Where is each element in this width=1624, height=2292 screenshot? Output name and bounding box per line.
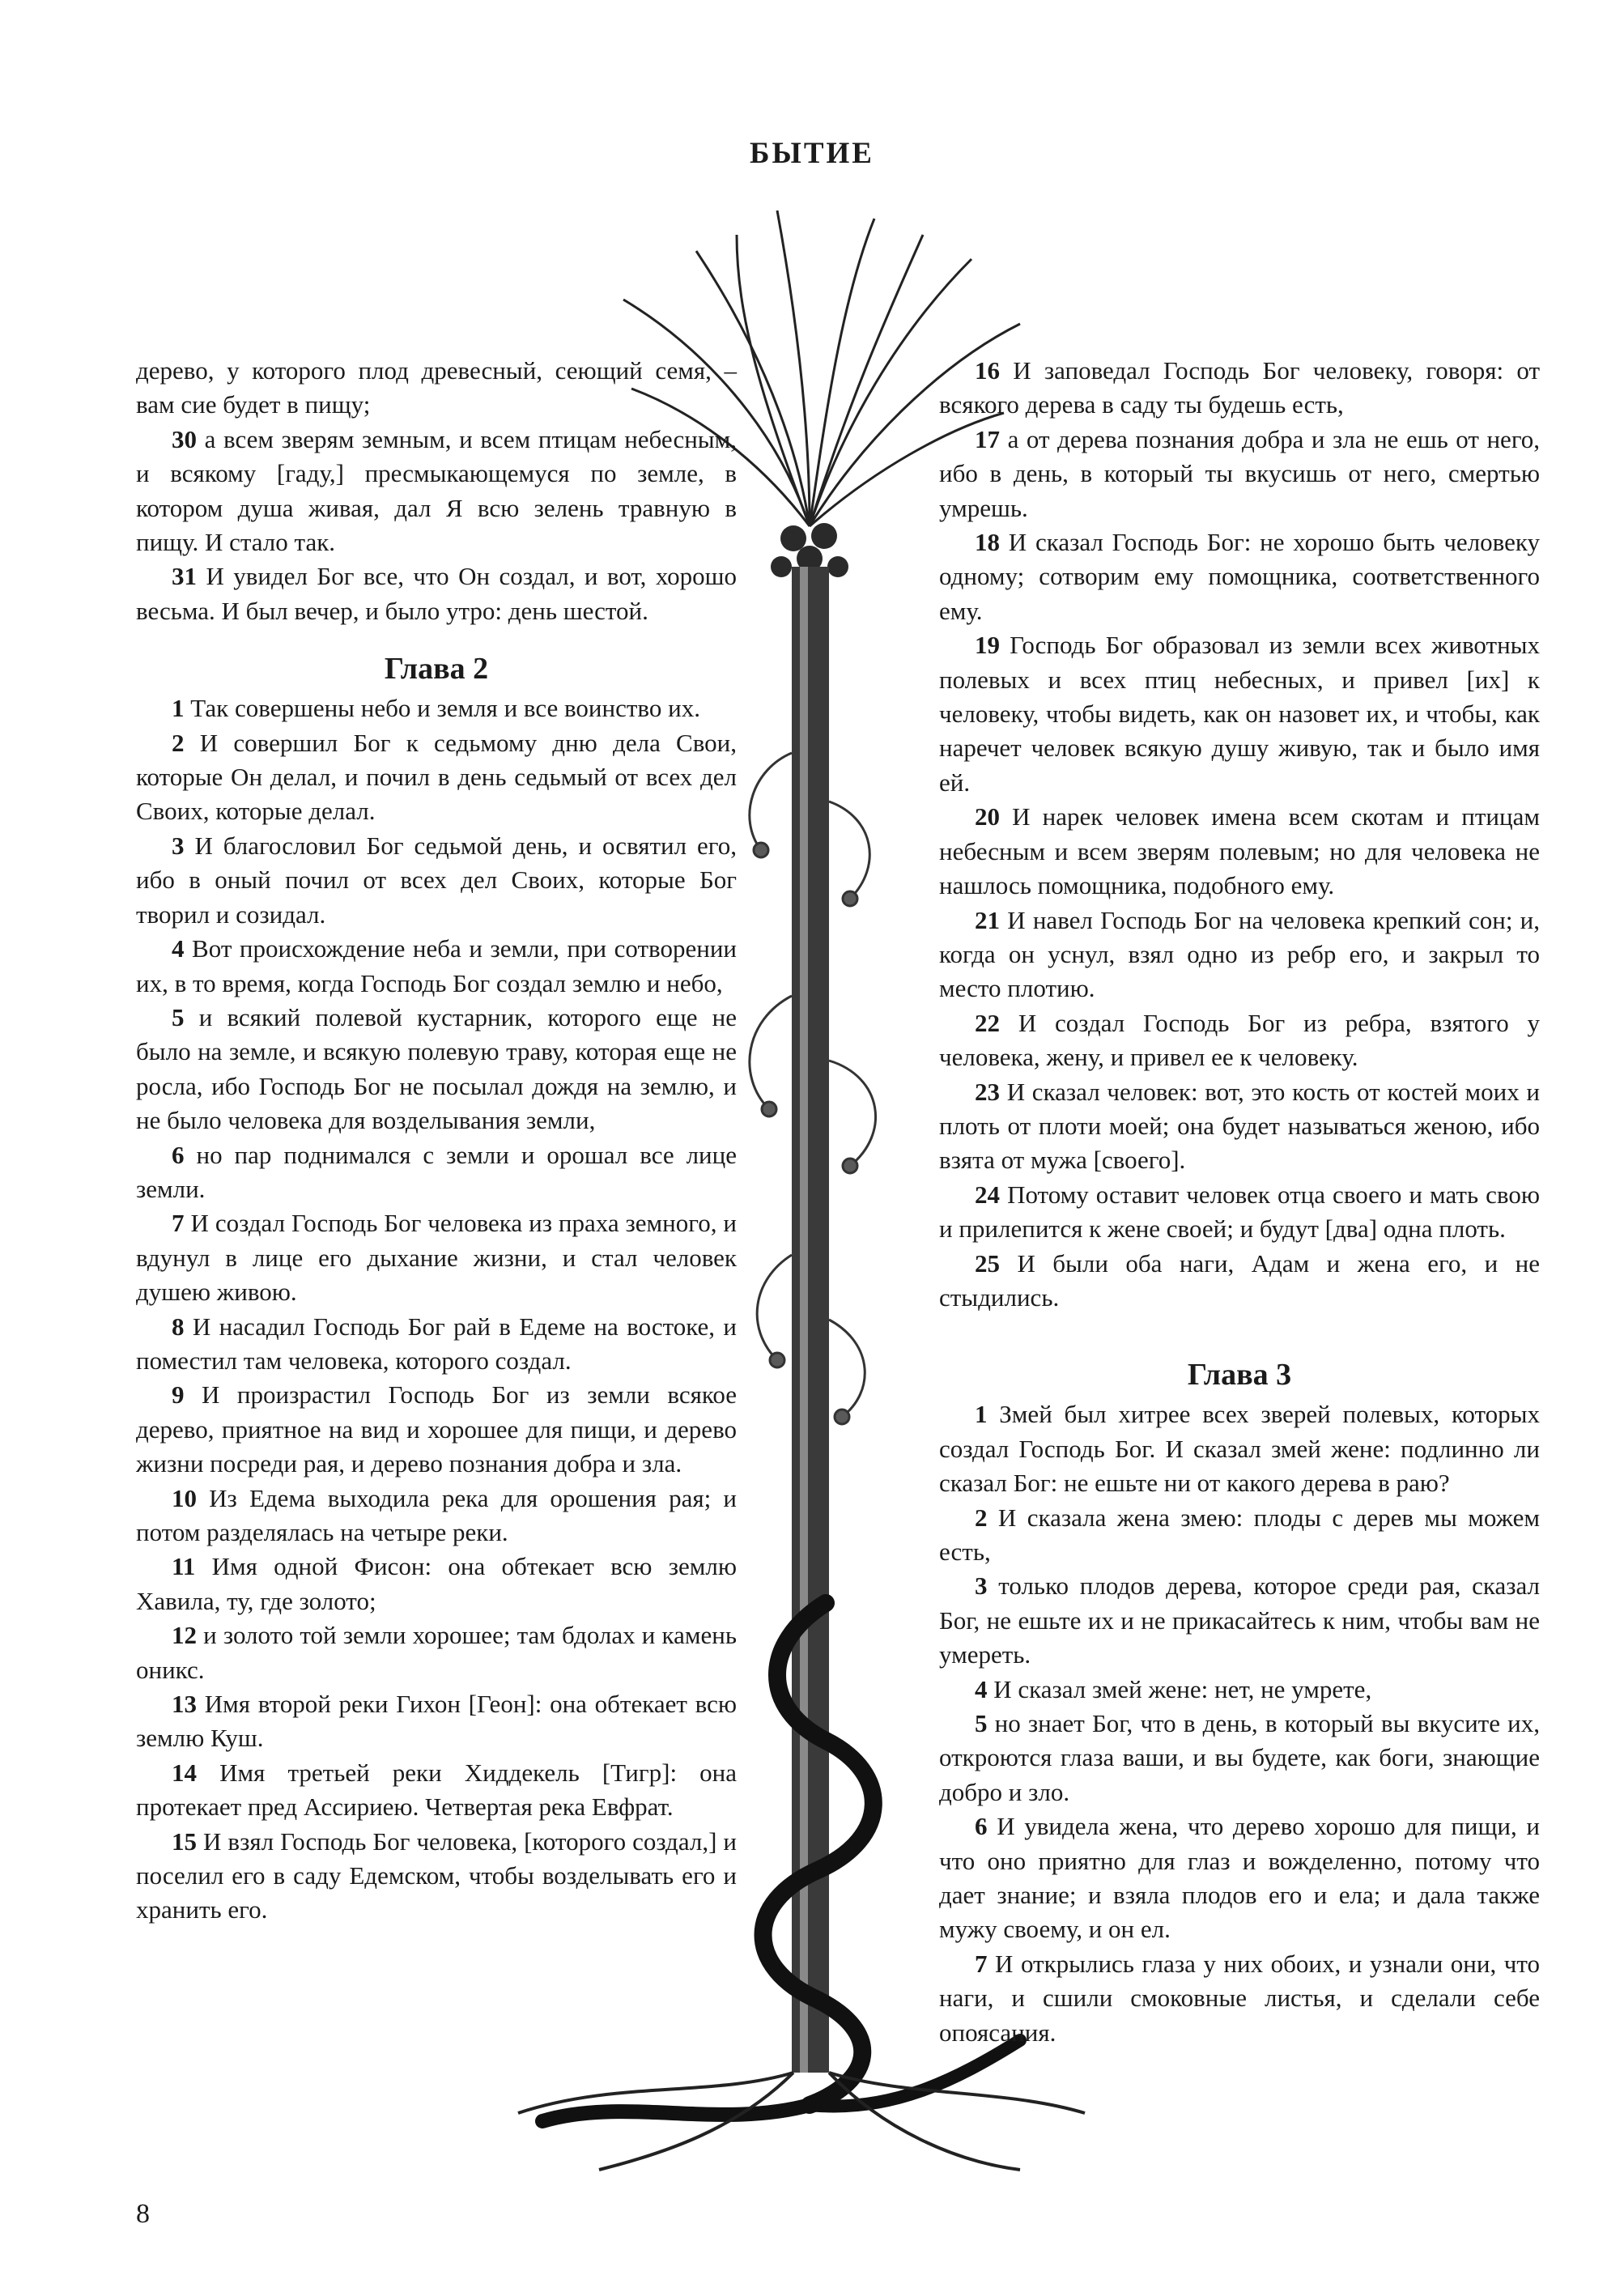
chapter-title: Глава 2	[384, 652, 489, 687]
verse-number: 18	[975, 528, 1000, 557]
verse-text: И совершил Бог к седьмому дню дела Свои, которые Он делал, и почил в день седьмый от всех дел Своих, которые делал.	[136, 728, 737, 826]
verse-number: 17	[975, 424, 1000, 453]
verse-text: Имя второй реки Гихон [Геон]: она обтекает всю землю Куш.	[136, 1690, 737, 1753]
verse-number: 10	[172, 1483, 197, 1512]
verse-text: И навел Господь Бог на человека крепкий сон; и, когда он уснул, взял одно из ребр его, и закрыл то место плотию.	[939, 905, 1540, 1003]
verse	[939, 1178, 1540, 1247]
verse	[136, 1206, 737, 1309]
verse-text: И открылись глаза у них обоих, и узнали они, что наги, и сшили смоковные листья, и сделали себе опоясания.	[939, 1949, 1540, 2047]
verse-text: И произрастил Господь Бог из земли всякое дерево, приятное на вид и хорошее для пищи, и дерево жизни посреди рая, и дерево познания добра и зла.	[136, 1380, 738, 1478]
verse	[939, 1247, 1540, 1316]
verse	[136, 726, 737, 829]
trunk-icon	[792, 567, 829, 2073]
verse-number: 3	[172, 831, 185, 860]
page-number: 8	[136, 2199, 150, 2229]
verse-text: И нарек человек имена всем скотам и птицам небесным и всем зверям полевым; но для человека не нашлось помощника, подобного ему.	[939, 802, 1540, 900]
verse	[136, 423, 737, 560]
verse-number: 2	[172, 728, 185, 757]
verse-number: 6	[172, 1140, 185, 1169]
verse-number: 2	[975, 1503, 988, 1532]
verse-text: но пар поднимался с земли и орошал все лице земли.	[136, 1140, 737, 1203]
verse	[136, 1618, 737, 1687]
left-column	[136, 354, 737, 1928]
chapter-title: Глава 3	[1187, 1358, 1292, 1393]
verse-text: И увидел Бог все, что Он создал, и вот, хорошо весьма. И был вечер, и было утро: день шестой.	[136, 562, 738, 625]
verse	[939, 1397, 1540, 1500]
verse-text: И сказала жена змею: плоды с дерев мы можем есть,	[939, 1503, 1540, 1566]
verse	[939, 1501, 1540, 1570]
right-column	[939, 354, 1540, 2050]
verse-number: 16	[975, 356, 1000, 385]
verse-number: 4	[975, 1674, 988, 1703]
verse-text: И насадил Господь Бог рай в Едеме на востоке, и поместил там человека, которого создал.	[136, 1312, 738, 1375]
roots-icon	[518, 2073, 1085, 2170]
verse-number: 1	[172, 694, 185, 723]
verse-number: 5	[975, 1709, 988, 1738]
verse-number: 7	[975, 1949, 988, 1978]
continuation-text: дерево, у которого плод древесный, сеющий семя, – вам сие будет в пищу;	[136, 356, 737, 419]
verse-text: И заповедал Господь Бог человеку, говоря: от всякого дерева в саду ты будешь есть,	[939, 356, 1541, 419]
verse	[939, 1947, 1540, 2050]
verse-text: но знает Бог, что в день, в который вы вкусите их, откроются глаза ваши, и вы будете, как боги, знающие добро и зло.	[939, 1709, 1540, 1806]
running-head: БЫТИЕ	[750, 137, 874, 170]
verse	[939, 525, 1540, 628]
verse-text: И были оба наги, Адам и жена его, и не стыдились.	[939, 1248, 1540, 1312]
verse	[136, 691, 737, 725]
verse	[939, 628, 1540, 800]
verse-number: 20	[975, 802, 1000, 831]
verse	[136, 1687, 737, 1756]
verse-number: 21	[975, 905, 1000, 934]
verse-text: Из Едема выходила река для орошения рая; и потом разделялась на четыре реки.	[136, 1483, 737, 1546]
verse	[939, 1006, 1540, 1075]
verse-text: И взял Господь Бог человека, [которого создал,] и поселил его в саду Едемском, чтобы возделывать его и хранить его.	[136, 1826, 738, 1924]
verse-text: Имя одной Фисон: она обтекает всю землю Хавила, ту, где золото;	[136, 1552, 738, 1615]
verse-number: 8	[172, 1312, 185, 1341]
verse-number: 6	[975, 1812, 988, 1841]
verse-text: И увидела жена, что дерево хорошо для пищи, и что оно приятно для глаз и вожделенно, потому что дает знание; и взяла плодов его и ела; и дала также мужу своему, и он ел.	[939, 1812, 1540, 1944]
verse-text: и всякий полевой кустарник, которого еще не было на земле, и всякую полевую траву, которая еще не росла, ибо Господь Бог не посылал дождя на землю, и не было человека для возделывания земли,	[136, 1002, 737, 1135]
verse-text: Потому оставит человек отца своего и мать свою и прилепится к жене своей; и будут [два] одна плоть.	[939, 1180, 1541, 1244]
verse-text: И сказал змей жене: нет, не умрете,	[993, 1674, 1372, 1703]
verse	[136, 1756, 737, 1825]
verse	[939, 1569, 1540, 1672]
verse-number: 3	[975, 1571, 988, 1601]
verse-number: 25	[975, 1248, 1000, 1278]
verse-text: и золото той земли хорошее; там бдолах и камень оникс.	[136, 1621, 737, 1684]
verse	[939, 1673, 1540, 1707]
verse	[136, 1138, 737, 1207]
verse-number: 12	[172, 1621, 197, 1650]
verse-text: И создал Господь Бог из ребра, взятого у человека, жену, и привел ее к человеку.	[939, 1008, 1541, 1072]
verse	[939, 1707, 1540, 1809]
verse-number: 4	[172, 934, 185, 963]
verse	[136, 1378, 737, 1481]
verse	[136, 1001, 737, 1138]
verse-text: И сказал человек: вот, это кость от костей моих и плоть от плоти моей; она будет называться женою, ибо взята от мужа [своего].	[939, 1077, 1541, 1175]
verse-number: 15	[172, 1826, 197, 1856]
verse	[136, 1550, 737, 1618]
verse-text: Змей был хитрее всех зверей полевых, которых создал Господь Бог. И сказал змей жене: подлинно ли сказал Бог: не ешьте ни от какого дерева в раю?	[939, 1400, 1540, 1498]
verse	[939, 354, 1540, 423]
verse	[939, 800, 1540, 903]
verse-text: а от дерева познания добра и зла не ешь от него, ибо в день, в который ты вкусишь от него, смертью умрешь.	[939, 424, 1541, 522]
verse	[136, 1482, 737, 1550]
verse	[939, 1075, 1540, 1178]
verse-number: 30	[172, 424, 197, 453]
verse	[939, 423, 1540, 525]
verse	[136, 559, 737, 628]
verse-number: 24	[975, 1180, 1000, 1209]
verse-number: 23	[975, 1077, 1000, 1106]
verse-number: 19	[975, 631, 1000, 660]
verse-number: 31	[172, 562, 197, 591]
verse-number: 9	[172, 1380, 185, 1410]
verse-number: 13	[172, 1690, 197, 1719]
verse-text: Так совершены небо и земля и все воинство их.	[190, 694, 700, 723]
verse-number: 11	[172, 1552, 196, 1581]
verse-text: Вот происхождение неба и земли, при сотворении их, в то время, когда Господь Бог создал землю и небо,	[136, 934, 738, 997]
verse	[136, 1825, 737, 1928]
verse	[136, 932, 737, 1001]
verse	[136, 829, 737, 932]
verse-text: а всем зверям земным, и всем птицам небесным, и всякому [гаду,] пресмыкающемуся по земле, в котором душа живая, дал Я всю зелень травную в пищу. И стало так.	[136, 424, 738, 557]
verse-text: И создал Господь Бог человека из праха земного, и вдунул в лице его дыхание жизни, и стал человек душею живою.	[136, 1209, 738, 1307]
verse-number: 14	[172, 1758, 197, 1787]
verse-text: И благословил Бог седьмой день, и освятил его, ибо в оный почил от всех дел Своих, которые Бог творил и созидал.	[136, 831, 738, 929]
verse-text: Имя третьей реки Хиддекель [Тигр]: она протекает пред Ассириею. Четвертая река Евфрат.	[136, 1758, 737, 1822]
verse	[136, 1310, 737, 1379]
verse	[939, 904, 1540, 1006]
verse-number: 22	[975, 1008, 1000, 1037]
verse-text: Господь Бог образовал из земли всех животных полевых и всех птиц небесных, и привел [их] к человеку, чтобы видеть, как он назовет их, и чтобы, как наречет человек всякую душу живую, так и было имя ей.	[939, 631, 1540, 797]
verse-text: только плодов дерева, которое среди рая, сказал Бог, не ешьте их и не прикасайтесь к ним, чтобы вам не умереть.	[939, 1571, 1540, 1669]
verse-number: 5	[172, 1002, 185, 1031]
verse	[939, 1809, 1540, 1947]
verse-number: 7	[172, 1209, 185, 1238]
verse-number: 1	[975, 1400, 988, 1429]
verse-text: И сказал Господь Бог: не хорошо быть человеку одному; сотворим ему помощника, соответственного ему.	[939, 528, 1540, 625]
